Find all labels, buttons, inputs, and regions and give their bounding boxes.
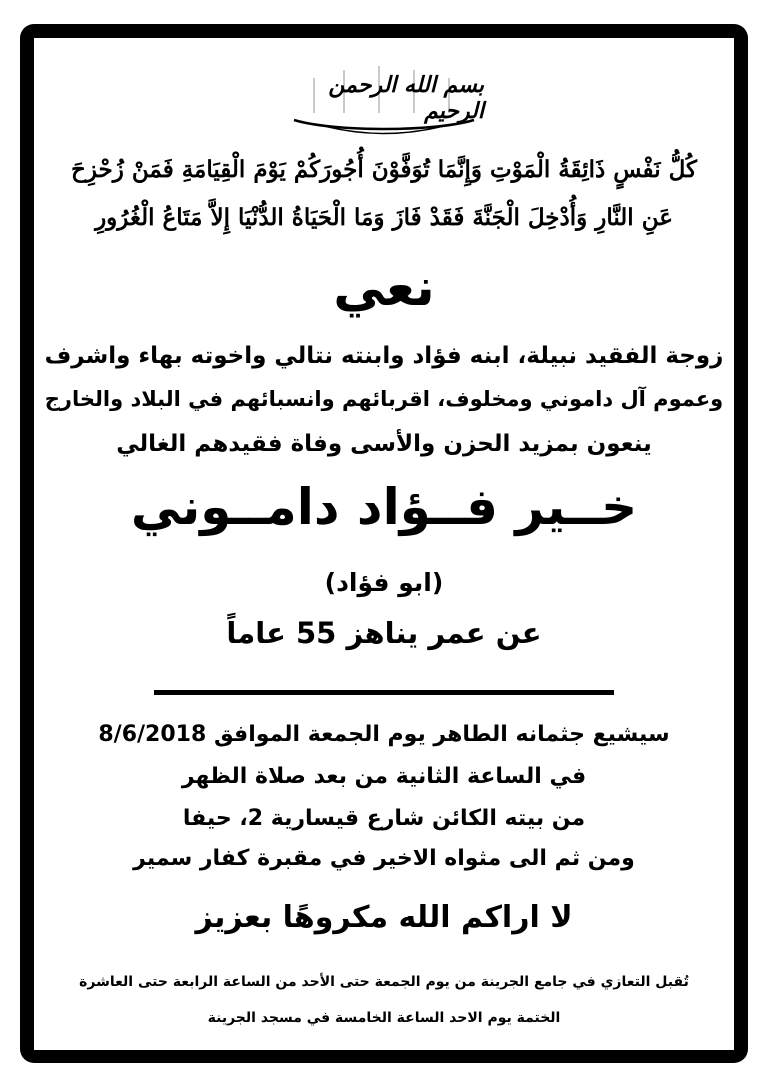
- verse-line-1: كُلُّ نَفْسٍ ذَائِقَةُ الْمَوْتِ وَإِنَّمَا تُوَفَّوْنَ أُجُورَكُمْ يَوْمَ الْقِيَامَةِ فَمَنْ زُحْزِحَ: [71, 156, 697, 183]
- mourners-line-3: ينعون بمزيد الحزن والأسى وفاة فقيدهم الغالي: [116, 431, 652, 457]
- funeral-line-3: من بيته الكائن شارع قيسارية 2، حيفا: [182, 806, 586, 831]
- section-divider: [154, 690, 614, 695]
- mourners-line-1: زوجة الفقيد نبيلة، ابنه فؤاد وابنته نتالي واخوته بهاء واشرف: [44, 343, 724, 369]
- funeral-line-1: سيشيع جثمانه الطاهر يوم الجمعة الموافق 8/6/2018: [98, 722, 670, 747]
- deceased-age: عن عمر يناهز 55 عاماً: [226, 616, 542, 650]
- notice-sheet: [34, 38, 734, 1050]
- closing-phrase: لا اراكم الله مكروهًا بعزيز: [195, 900, 573, 935]
- condolences-line-2: الختمة يوم الاحد الساعة الخامسة في مسجد الجرينة: [207, 1010, 561, 1026]
- funeral-line-2: في الساعة الثانية من بعد صلاة الظهر: [181, 764, 587, 789]
- basmala-calligraphy: [284, 58, 484, 138]
- deceased-name: خــير فــؤاد دامــوني: [130, 478, 638, 536]
- verse-line-2: عَنِ النَّارِ وَأُدْخِلَ الْجَنَّةَ فَقَدْ فَازَ وَمَا الْحَيَاةُ الدُّنْيَا إِلاَّ مَتَاعُ الْغُرُورِ: [95, 204, 673, 231]
- basmala-text: بسم الله الرحمن الرحيم: [328, 72, 484, 124]
- deceased-nickname: (ابو فؤاد): [324, 568, 444, 597]
- funeral-line-4: ومن ثم الى مثواه الاخير في مقبرة كفار سمير: [133, 846, 635, 871]
- condolences-line-1: تُقبل التعازي في جامع الجرينة من يوم الجمعة حتى الأحد من الساعة الرابعة حتى العاشرة: [79, 974, 689, 990]
- mourners-line-2: وعموم آل داموني ومخلوف، اقربائهم وانسبائهم في البلاد والخارج: [44, 387, 724, 411]
- notice-title: نعي: [333, 258, 435, 318]
